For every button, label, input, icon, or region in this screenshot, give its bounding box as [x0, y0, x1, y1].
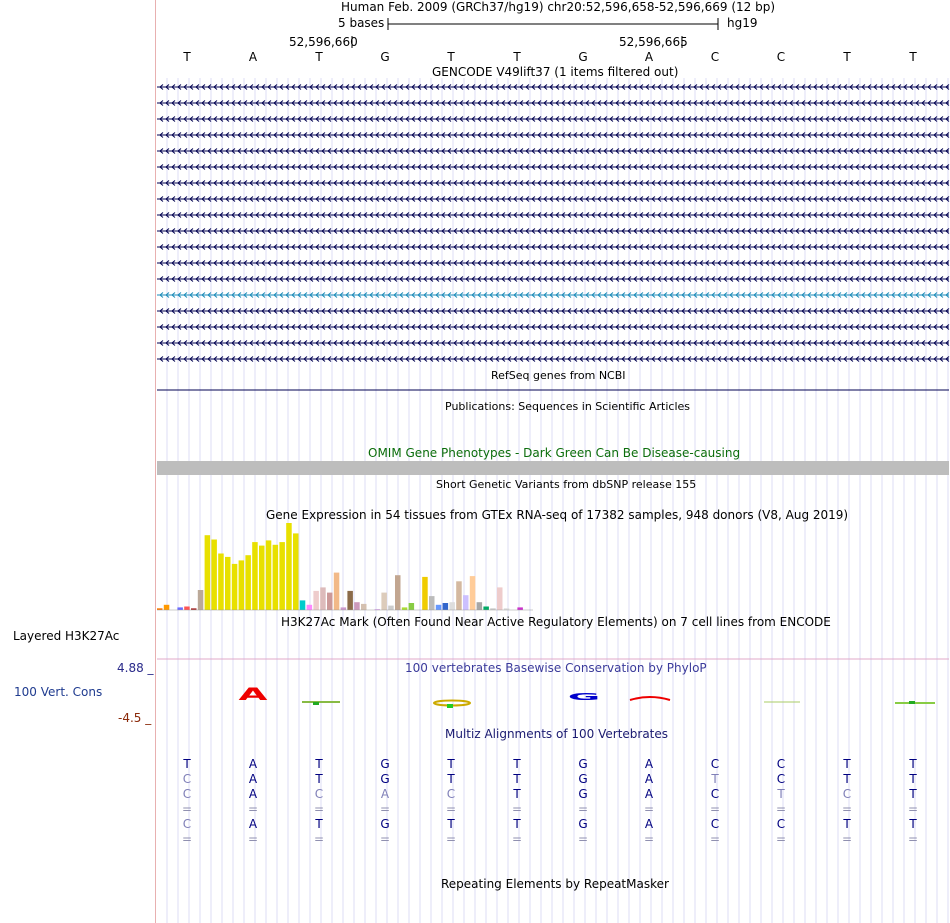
coordinate-label: 52,596,660: [289, 35, 358, 49]
conservation-min-label: -4.5 _: [118, 711, 152, 725]
track-labels: [0, 0, 155, 923]
alignment-base: =: [379, 802, 391, 816]
alignment-base: =: [511, 832, 523, 846]
reference-base: T: [183, 50, 191, 64]
gtex-tissue-bar: [361, 604, 367, 610]
alignment-base: =: [775, 802, 787, 816]
gtex-tissue-bar: [402, 607, 408, 610]
gtex-tissue-bar: [470, 576, 476, 610]
alignment-base: G: [578, 787, 588, 801]
gtex-tissue-bar: [449, 602, 455, 610]
gtex-track-title: Gene Expression in 54 tissues from GTEx RNA-seq of 17382 samples, 948 donors (V8, Aug 2019): [266, 508, 849, 522]
gtex-tissue-bar: [313, 591, 319, 610]
gtex-tissue-bar: [490, 608, 496, 610]
alignment-base: A: [248, 757, 258, 771]
alignment-base: A: [248, 772, 258, 786]
gtex-tissue-bar: [239, 560, 245, 610]
scale-db: hg19: [727, 16, 758, 30]
gtex-tissue-bar: [477, 602, 483, 610]
alignment-base: T: [447, 817, 455, 831]
alignment-base: =: [181, 832, 193, 846]
alignment-base: A: [380, 787, 390, 801]
alignment-base: G: [578, 817, 588, 831]
gtex-tissue-bar: [252, 542, 258, 610]
gtex-tissue-bar: [232, 564, 238, 610]
gtex-tissue-bar: [164, 605, 170, 610]
reference-base: T: [513, 50, 521, 64]
gtex-tissue-bar: [456, 581, 462, 610]
reference-base: G: [380, 50, 390, 64]
alignment-base: A: [644, 772, 654, 786]
alignment-base: T: [843, 772, 851, 786]
gtex-tissue-bar: [266, 540, 272, 610]
gtex-tissue-bar: [483, 607, 489, 611]
reference-base: T: [315, 50, 323, 64]
gtex-tissue-bar: [211, 540, 217, 611]
conservation-logo-small: [909, 701, 915, 704]
gtex-tissue-bar: [205, 535, 211, 610]
alignment-base: T: [513, 817, 521, 831]
alignment-base: T: [513, 787, 521, 801]
alignment-base: A: [248, 817, 258, 831]
gtex-tissue-bar: [497, 587, 503, 610]
alignment-base: =: [445, 832, 457, 846]
alignment-base: =: [907, 832, 919, 846]
alignment-base: =: [841, 832, 853, 846]
gtex-tissue-bar: [225, 557, 231, 610]
alignment-base: C: [710, 817, 720, 831]
reference-base: A: [248, 50, 258, 64]
conservation-logo-small: [630, 697, 670, 700]
reference-base: T: [447, 50, 455, 64]
alignment-base: A: [644, 787, 654, 801]
gtex-tissue-bar: [259, 546, 265, 610]
gtex-tissue-bar: [334, 573, 340, 610]
alignment-base: C: [710, 757, 720, 771]
gtex-tissue-bar: [286, 523, 292, 610]
reference-base: G: [578, 50, 588, 64]
gtex-tissue-bar: [381, 593, 387, 610]
gtex-tissue-bar: [327, 593, 333, 610]
alignment-base: T: [513, 757, 521, 771]
gtex-tissue-bar: [198, 590, 204, 610]
gtex-tissue-bar: [436, 605, 442, 610]
gtex-tissue-bar: [395, 575, 401, 610]
conservation-logo-A: A: [238, 684, 268, 704]
gtex-tissue-bar: [504, 608, 510, 610]
gtex-tissue-bar: [293, 533, 299, 610]
gtex-tissue-bar: [443, 603, 449, 610]
coordinate-label: 52,596,665: [619, 35, 688, 49]
alignment-base: =: [709, 832, 721, 846]
gtex-tissue-bar: [273, 545, 279, 610]
dbsnp-track-title: Short Genetic Variants from dbSNP release 155: [436, 478, 697, 491]
gtex-tissue-bar: [347, 591, 353, 610]
gtex-tissue-bar: [157, 608, 163, 610]
alignment-base: G: [380, 772, 390, 786]
alignment-base: C: [842, 787, 852, 801]
gtex-tissue-bar: [177, 607, 183, 610]
conservation-logo-small: [447, 704, 453, 708]
alignment-base: C: [314, 787, 324, 801]
gtex-tissue-bar: [422, 577, 428, 610]
alignment-base: G: [380, 817, 390, 831]
gtex-tissue-bar: [184, 607, 190, 611]
omim-track-title: OMIM Gene Phenotypes - Dark Green Can Be Disease-causing: [368, 446, 741, 460]
alignment-base: =: [775, 832, 787, 846]
alignment-base: =: [445, 802, 457, 816]
alignment-base: C: [182, 787, 192, 801]
omim-gene-bar: [157, 461, 949, 475]
conservation-logo-small: [313, 702, 319, 705]
gtex-tissue-bar: [300, 600, 306, 610]
alignment-base: T: [843, 817, 851, 831]
window-position-text: Human Feb. 2009 (GRCh37/hg19) chr20:52,596,658-52,596,669 (12 bp): [341, 0, 776, 14]
alignment-base: =: [247, 832, 259, 846]
alignment-base: T: [711, 772, 719, 786]
alignment-base: =: [181, 802, 193, 816]
alignment-base: T: [909, 772, 917, 786]
alignment-base: =: [907, 802, 919, 816]
gtex-tissue-bar: [354, 602, 360, 610]
multiz-track-title: Multiz Alignments of 100 Vertebrates: [445, 727, 669, 741]
alignment-base: T: [447, 757, 455, 771]
alignment-base: =: [577, 802, 589, 816]
gtex-tissue-bar: [279, 542, 285, 610]
gtex-tissue-bar: [409, 603, 415, 610]
alignment-base: =: [643, 802, 655, 816]
reference-base: A: [644, 50, 654, 64]
reference-base: C: [710, 50, 720, 64]
gencode-track-title: GENCODE V49lift37 (1 items filtered out): [432, 65, 679, 79]
refseq-track-title: RefSeq genes from NCBI: [491, 369, 626, 382]
gtex-tissue-bar: [191, 608, 197, 610]
alignment-base: T: [843, 757, 851, 771]
alignment-base: T: [909, 817, 917, 831]
alignment-base: T: [447, 772, 455, 786]
alignment-base: C: [776, 757, 786, 771]
alignment-base: =: [577, 832, 589, 846]
label-divider: [155, 0, 156, 923]
gtex-tissue-bar: [463, 595, 469, 610]
repeatmasker-track-title: Repeating Elements by RepeatMasker: [441, 877, 669, 891]
conservation-label[interactable]: 100 Vert. Cons: [14, 685, 103, 699]
gtex-tissue-bar: [218, 554, 224, 611]
alignment-base: C: [446, 787, 456, 801]
alignment-base: C: [776, 817, 786, 831]
alignment-base: C: [182, 772, 192, 786]
alignment-base: =: [247, 802, 259, 816]
alignment-base: =: [313, 832, 325, 846]
conservation-max-label: 4.88 _: [117, 661, 154, 675]
alignment-base: A: [644, 757, 654, 771]
scale-text: 5 bases: [338, 16, 385, 30]
alignment-base: G: [578, 757, 588, 771]
alignment-base: C: [776, 772, 786, 786]
gtex-tissue-bar: [429, 596, 435, 610]
gtex-tissue-bar: [320, 587, 326, 610]
alignment-base: =: [709, 802, 721, 816]
alignment-base: C: [182, 817, 192, 831]
gtex-tissue-bar: [388, 606, 394, 610]
publications-track-title: Publications: Sequences in Scientific Articles: [445, 400, 690, 413]
gtex-tissue-bar: [341, 607, 347, 610]
gtex-tissue-bar: [517, 607, 523, 610]
alignment-base: T: [909, 757, 917, 771]
reference-base: C: [776, 50, 786, 64]
alignment-base: T: [909, 787, 917, 801]
alignment-base: T: [513, 772, 521, 786]
h3k27ac-label[interactable]: Layered H3K27Ac: [13, 629, 120, 643]
alignment-base: C: [710, 787, 720, 801]
gtex-tissue-bar: [245, 555, 251, 610]
alignment-base: T: [183, 757, 191, 771]
alignment-base: =: [841, 802, 853, 816]
alignment-base: T: [777, 787, 785, 801]
alignment-base: =: [313, 802, 325, 816]
alignment-base: A: [248, 787, 258, 801]
alignment-base: G: [380, 757, 390, 771]
alignment-base: T: [315, 817, 323, 831]
reference-base: T: [843, 50, 851, 64]
gtex-tissue-bar: [307, 605, 313, 610]
h3k27ac-track-title: H3K27Ac Mark (Often Found Near Active Regulatory Elements) on 7 cell lines from ENCODE: [281, 615, 831, 629]
alignment-base: A: [644, 817, 654, 831]
alignment-base: T: [315, 772, 323, 786]
alignment-base: =: [643, 832, 655, 846]
alignment-base: =: [379, 832, 391, 846]
reference-base: T: [909, 50, 917, 64]
conservation-logo-G: G: [567, 690, 601, 703]
conservation-track-title: 100 vertebrates Basewise Conservation by PhyloP: [405, 661, 707, 675]
alignment-base: G: [578, 772, 588, 786]
alignment-base: T: [315, 757, 323, 771]
alignment-base: =: [511, 802, 523, 816]
